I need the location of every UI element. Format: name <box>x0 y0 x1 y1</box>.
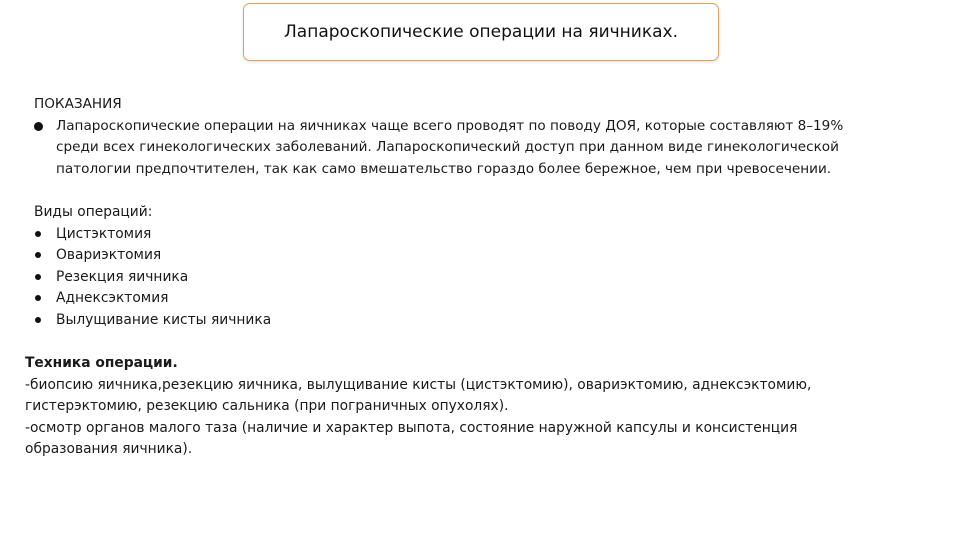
indications-bullet <box>34 116 914 181</box>
indications-line: Лапароскопические операции на яичниках чаще всего проводят по поводу ДОЯ, которые составляют 8–19% <box>56 117 844 134</box>
list-item <box>34 224 634 246</box>
technique-line: -осмотр органов малого таза (наличие и характер выпота, состояние наружной капсулы и консистенция <box>25 419 798 436</box>
operation-label: Резекция яичника <box>56 268 189 285</box>
operations-heading: Виды операций: <box>34 204 153 220</box>
bullet-icon <box>35 274 41 280</box>
bullet-icon <box>34 122 43 131</box>
operation-label: Аднексэктомия <box>56 290 169 306</box>
indications-heading: ПОКАЗАНИЯ <box>34 96 122 112</box>
indications-line: среди всех гинекологических заболеваний. Лапароскопический доступ при данном виде гинекологической <box>56 139 839 155</box>
indications-section <box>34 94 914 180</box>
list-item <box>34 310 634 332</box>
technique-line: -биопсию яичника,резекцию яичника, вылущивание кисты (цистэктомию), овариэктомию, аднексэктомию, <box>25 376 812 393</box>
slide-title: Лапароскопические операции на яичниках. <box>284 22 678 42</box>
technique-line: образования яичника). <box>25 441 193 457</box>
bullet-icon <box>35 317 41 323</box>
bullet-icon <box>35 295 41 301</box>
bullet-icon <box>35 252 41 258</box>
operation-label: Овариэктомия <box>56 247 162 263</box>
list-item <box>34 267 634 289</box>
bullet-icon <box>35 231 41 237</box>
technique-line: гистерэктомию, резекцию сальника (при пограничных опухолях). <box>25 398 509 414</box>
list-item <box>34 288 634 310</box>
list-item <box>34 245 634 267</box>
technique-heading: Техника операции. <box>25 355 178 371</box>
operations-section <box>34 202 634 331</box>
title-box <box>243 3 719 61</box>
technique-section <box>25 353 925 461</box>
indications-line: патологии предпочтителен, так как само вмешательство гораздо более бережное, чем при чревосечении. <box>56 160 832 177</box>
operation-label: Вылущивание кисты яичника <box>56 311 272 328</box>
operation-label: Цистэктомия <box>56 225 152 242</box>
